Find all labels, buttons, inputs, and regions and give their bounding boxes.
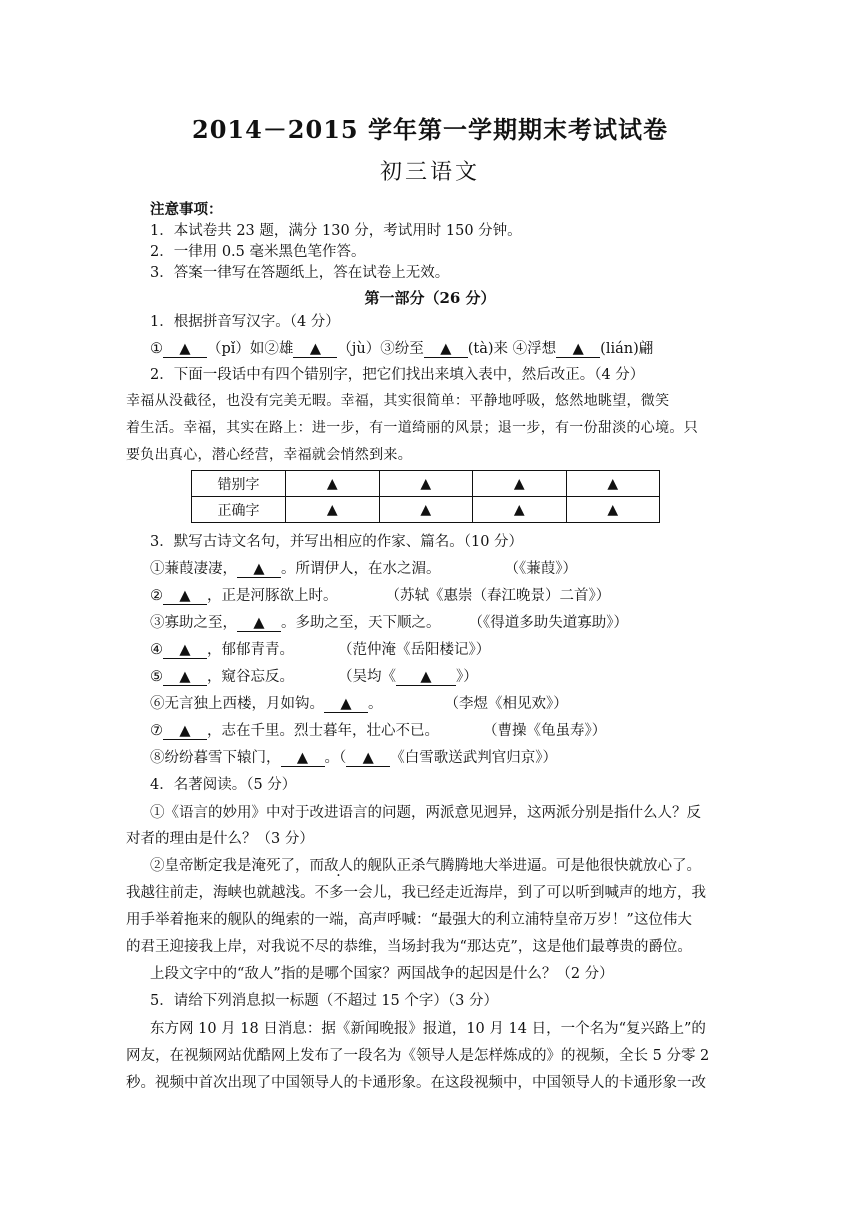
correction-table (191, 470, 660, 523)
question-3-stem: 3．默写古诗文名句，并写出相应的作家、篇名。（10 分） (150, 534, 524, 550)
page-title: 2014－2015 学年第一学期期末考试试卷 (192, 115, 668, 144)
excerpt-line: 用手举着拖来的舰队的绳索的一端，高声呼喊：“最强大的利立浦特皇帝万岁！”这位伟大 (126, 912, 692, 928)
table-header-cell: 正确字 (192, 497, 286, 523)
answer-cell[interactable]: ▲ (379, 471, 473, 497)
notes-heading: 注意事项： (150, 201, 223, 218)
recitation-line (150, 667, 478, 687)
answer-cell[interactable]: ▲ (566, 471, 660, 497)
source: （苏轼《惠崇（春江晚景）二首》） (385, 588, 611, 604)
question-4-sub1: 对者的理由是什么？（3 分） (126, 831, 314, 847)
answer-blank[interactable]: ▲ (163, 588, 207, 605)
text: ⑤ (150, 669, 163, 685)
answer-blank[interactable]: ▲ (163, 669, 207, 686)
question-2-stem: 2．下面一段话中有四个错别字，把它们找出来填入表中，然后改正。（4 分） (150, 367, 645, 383)
source: 》） (456, 669, 478, 685)
table-header-cell: 错别字 (192, 471, 286, 497)
emphasized-text: 敌人 (324, 858, 353, 874)
answer-cell[interactable]: ▲ (473, 471, 567, 497)
answer-blank[interactable]: ▲ (424, 341, 468, 358)
passage-line: 着生活。幸福，其实在路上：进一步，有一道绮丽的风景；退一步，有一份甜淡的心境。只 (126, 420, 698, 436)
answer-cell[interactable]: ▲ (473, 497, 567, 523)
news-line: 网友，在视频网站优酷网上发布了一段名为《领导人是怎样炼成的》的视频，全长 5 分零 2 (126, 1048, 710, 1064)
text: 的舰队正杀气腾腾地大举进逼。可是他很快就放心了。 (353, 858, 701, 874)
text: ②皇帝断定我是淹死了，而 (150, 858, 324, 874)
question-4-sub1: ①《语言的妙用》中对于改进语言的问题，两派意见迥异，这两派分别是指什么人？反 (150, 805, 701, 821)
question-4-sub2: 上段文字中的“敌人”指的是哪个国家？两国战争的起因是什么？（2 分） (150, 966, 614, 982)
text: 。 (368, 696, 383, 712)
recitation-line (150, 640, 490, 660)
answer-cell[interactable]: ▲ (566, 497, 660, 523)
answer-blank[interactable]: ▲ (556, 341, 600, 358)
answer-cell[interactable]: ▲ (286, 497, 380, 523)
label: (tà)来 ④浮想 (467, 341, 557, 357)
recitation-line (150, 586, 610, 606)
answer-blank[interactable]: ▲ (163, 341, 207, 358)
text: 。（ (324, 750, 347, 766)
excerpt-line (150, 856, 701, 876)
answer-blank[interactable]: ▲ (163, 723, 207, 740)
source: （范仲淹《岳阳楼记》） (338, 642, 491, 658)
answer-blank[interactable]: ▲ (293, 341, 337, 358)
answer-blank[interactable]: ▲ (237, 615, 281, 632)
label: （jù）③纷至 (337, 341, 424, 357)
text: ⑦ (150, 723, 163, 739)
excerpt-line: 我越往前走，海峡也就越浅。不多一会儿，我已经走近海岸，到了可以听到喊声的地方，我 (126, 885, 706, 901)
part-heading: 第一部分（26 分） (364, 289, 496, 307)
text: ⑥无言独上西楼，月如钩。 (150, 696, 324, 712)
label: ① (150, 341, 163, 357)
answer-blank[interactable]: ▲ (237, 561, 281, 578)
source: （李煜《相见欢》） (444, 696, 568, 712)
text: ② (150, 588, 163, 604)
source: （曹操《龟虽寿》） (483, 723, 607, 739)
excerpt-line: 的君王迎接我上岸，对我说不尽的恭维，当场封我为“那达克”，这是他们最尊贵的爵位。 (126, 939, 692, 955)
table-row (192, 471, 660, 497)
text: ⑧纷纷暮雪下辕门， (150, 750, 281, 766)
text: ，郁郁青青。 (207, 642, 294, 658)
news-line: 东方网 10 月 18 日消息：据《新闻晚报》报道，10 月 14 日，一个名为“复兴路上”的 (150, 1021, 706, 1037)
text: ，正是河豚欲上时。 (207, 588, 338, 604)
answer-blank[interactable]: ▲ (396, 669, 456, 686)
note-item: 2．一律用 0.5 毫米黑色笔作答。 (150, 244, 366, 260)
answer-blank[interactable]: ▲ (163, 642, 207, 659)
question-1-items (150, 339, 653, 359)
source: 《白雪歌送武判官归京》） (390, 750, 557, 766)
answer-blank[interactable]: ▲ (281, 750, 325, 767)
page-subtitle: 初三语文 (379, 160, 480, 185)
answer-blank[interactable]: ▲ (324, 696, 368, 713)
question-1-stem: 1．根据拼音写汉字。（4 分） (150, 314, 340, 330)
recitation-line (150, 748, 557, 768)
answer-cell[interactable]: ▲ (379, 497, 473, 523)
note-item: 1．本试卷共 23 题，满分 130 分，考试用时 150 分钟。 (150, 223, 522, 239)
text: ，志在千里。烈士暮年，壮心不已。 (207, 723, 439, 739)
answer-blank[interactable]: ▲ (346, 750, 390, 767)
news-line: 秒。视频中首次出现了中国领导人的卡通形象。在这段视频中，中国领导人的卡通形象一改 (126, 1075, 706, 1091)
source: （《蒹葭》） (504, 561, 577, 577)
question-5-stem: 5．请给下列消息拟一标题（不超过 15 个字）（3 分） (150, 993, 498, 1009)
text: 。所谓伊人，在水之湄。 (281, 561, 441, 577)
source: （《得道多助失道寡助》） (468, 615, 628, 631)
recitation-line (150, 613, 628, 633)
source: （吴均《 (338, 669, 396, 685)
passage-line: 幸福从没截径，也没有完美无暇。幸福，其实很简单：平静地呼吸，悠然地眺望，微笑 (126, 393, 670, 409)
recitation-line (150, 694, 568, 714)
text: ③寡助之至， (150, 615, 237, 631)
note-item: 3．答案一律写在答题纸上，答在试卷上无效。 (150, 265, 450, 281)
question-4-stem: 4．名著阅读。（5 分） (150, 777, 297, 793)
text: ①蒹葭凄凄， (150, 561, 237, 577)
recitation-line (150, 721, 606, 741)
text: ④ (150, 642, 163, 658)
table-row (192, 497, 660, 523)
answer-cell[interactable]: ▲ (286, 471, 380, 497)
label: (lián)翩 (600, 341, 654, 357)
text: ，窥谷忘反。 (207, 669, 294, 685)
passage-line: 要负出真心，潜心经营，幸福就会悄然到来。 (126, 447, 412, 463)
recitation-line (150, 559, 577, 579)
text: 。多助之至，天下顺之。 (281, 615, 441, 631)
label: （pǐ）如②雄 (207, 341, 294, 357)
